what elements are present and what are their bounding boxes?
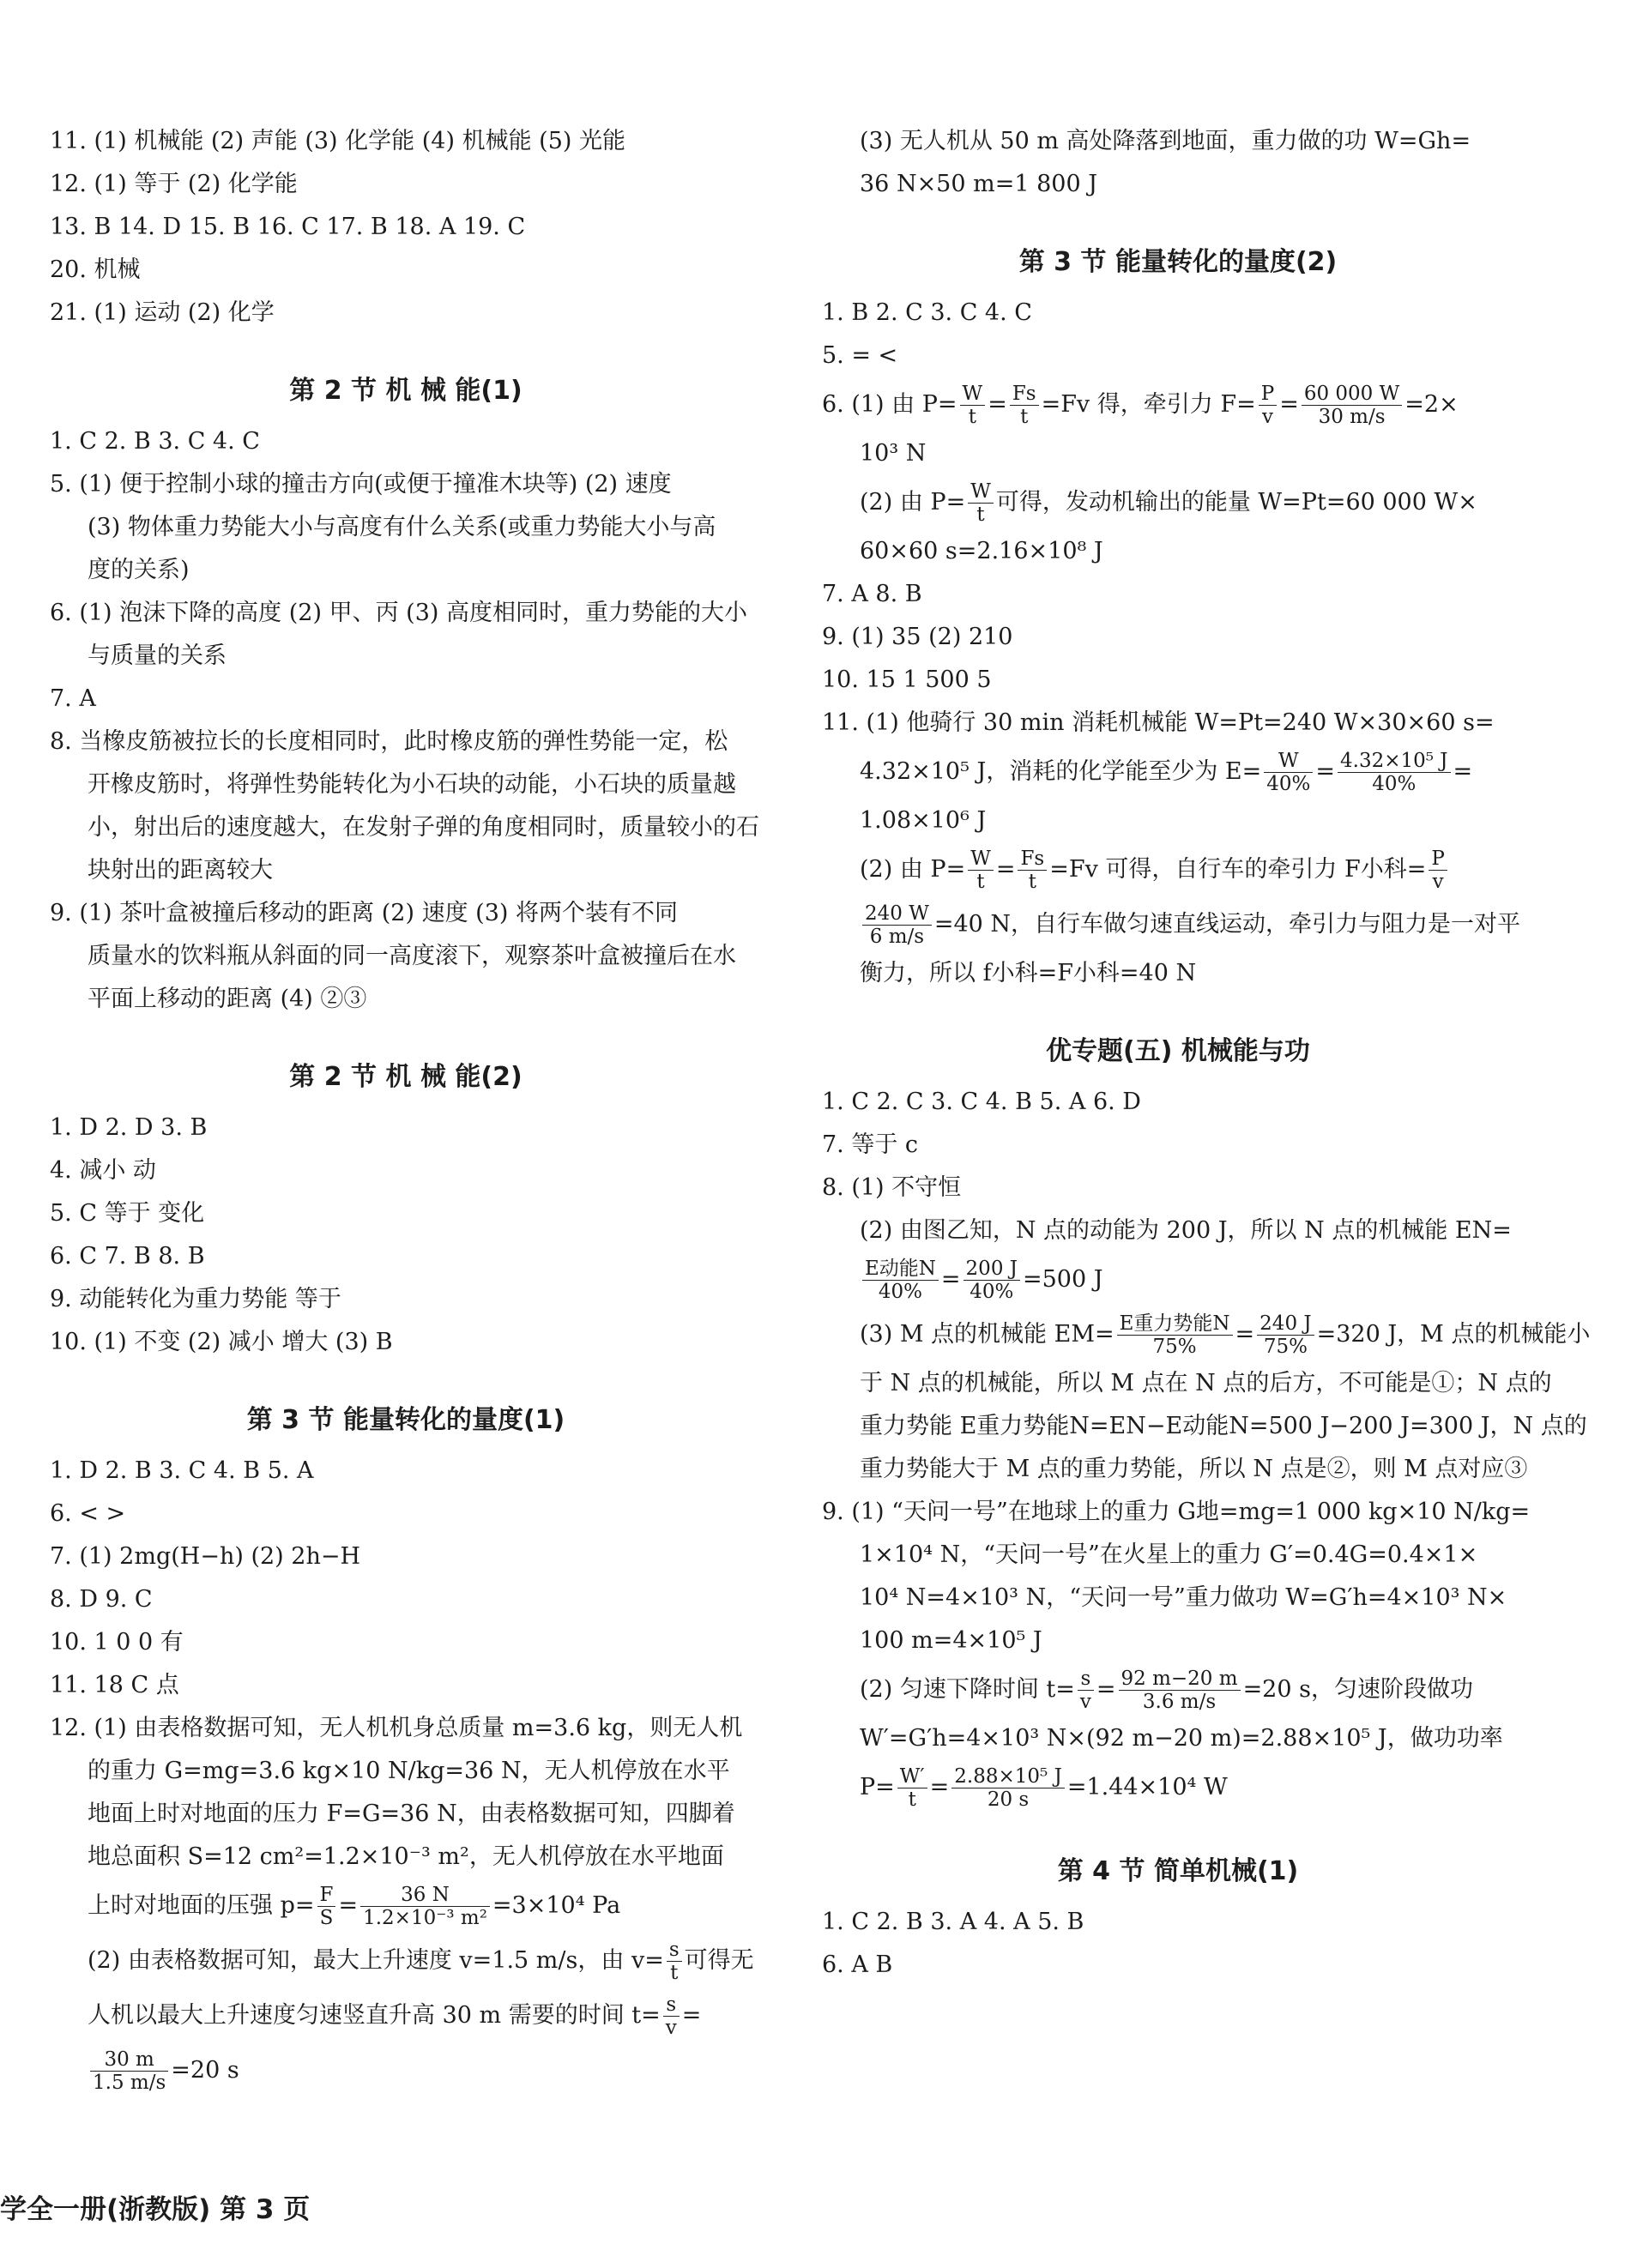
formula-line — [822, 1252, 1534, 1307]
fraction — [317, 1884, 336, 1929]
section-heading: 第 2 节 机 械 能(1) — [289, 376, 523, 406]
answer-line: 12. (1) 等于 (2) 化学能 — [50, 171, 298, 197]
answer-line: 20. 机械 — [50, 256, 141, 283]
numerator: s — [663, 1994, 680, 2017]
text: =320 J，M 点的机械能小 — [1316, 1321, 1591, 1348]
denominator: v — [1079, 1691, 1091, 1713]
text: = — [1315, 758, 1335, 785]
text: = — [1235, 1321, 1255, 1348]
fraction — [1018, 847, 1047, 893]
text: =Fv 得，牵引力 F= — [1041, 391, 1256, 418]
answer-line: 9. (1) “天问一号”在地球上的重力 G地=mg=1 000 kg×10 N/kg= — [822, 1499, 1531, 1525]
formula-line — [50, 1879, 762, 1933]
fraction — [1257, 1312, 1314, 1358]
formula-line — [822, 475, 1534, 530]
answer-line: 100 m=4×10⁵ J — [860, 1627, 1042, 1654]
answer-line: 11. 18 C 点 — [50, 1672, 179, 1698]
right-column — [822, 120, 1591, 1987]
answer-line: 10⁴ N=4×10³ N，“天问一号”重力做功 W=G′h=4×10³ N× — [860, 1584, 1507, 1611]
answer-line: 12. (1) 由表格数据可知，无人机机身总质量 m=3.6 kg，则无人机 — [50, 1715, 743, 1741]
answer-line: 块射出的距离较大 — [88, 857, 273, 884]
fraction — [968, 480, 994, 526]
denominator: 1.5 m/s — [93, 2072, 166, 2094]
numerator: W — [968, 480, 994, 504]
numerator: 2.88×10⁵ J — [951, 1765, 1065, 1788]
fraction — [1338, 750, 1451, 795]
answer-line: 6. C 7. B 8. B — [50, 1243, 205, 1270]
answer-line: 1. D 2. D 3. B — [50, 1114, 208, 1141]
formula-line — [822, 1662, 1534, 1717]
fraction — [1429, 847, 1447, 893]
denominator: t — [1028, 871, 1036, 893]
text: (2) 由表格数据可知，最大上升速度 v=1.5 m/s，由 v= — [88, 1947, 664, 1974]
fraction — [862, 1258, 939, 1303]
numerator: s — [1078, 1668, 1094, 1691]
text: = — [988, 391, 1007, 418]
denominator: v — [1432, 871, 1444, 893]
answer-line: 小，射出后的速度越大，在发射子弹的角度相同时，质量较小的石 — [88, 814, 759, 841]
left-column — [50, 120, 762, 2098]
answer-line: 21. (1) 运动 (2) 化学 — [50, 299, 275, 326]
text: 6. (1) 由 P= — [822, 391, 957, 418]
text: = — [1279, 391, 1299, 418]
answer-line: 1×10⁴ N，“天问一号”在火星上的重力 G′=0.4G=0.4×1× — [860, 1541, 1478, 1568]
answer-line: 6. < > — [50, 1500, 126, 1527]
text: P= — [860, 1774, 895, 1801]
text: (2) 由 P= — [860, 489, 966, 516]
numerator: E重力势能N — [1117, 1312, 1233, 1336]
answer-line: 5. = < — [822, 342, 898, 369]
text: (2) 匀速下降时间 t= — [860, 1676, 1075, 1703]
fraction — [1302, 383, 1402, 428]
answer-line: 质量水的饮料瓶从斜面的同一高度滚下，观察茶叶盒被撞后在水 — [88, 943, 736, 969]
denominator: v — [1261, 406, 1273, 428]
answer-line: 7. A — [50, 685, 96, 712]
fraction — [667, 1939, 682, 1984]
text: 可得，发动机输出的能量 W=Pt=60 000 W× — [995, 489, 1477, 516]
answer-line: 1. B 2. C 3. C 4. C — [822, 299, 1032, 326]
numerator: s — [667, 1939, 682, 1962]
formula-line — [50, 2043, 762, 2098]
denominator: 40% — [970, 1281, 1014, 1303]
answer-line: 地面上时对地面的压力 F=G=36 N，由表格数据可知，四脚着 — [88, 1801, 735, 1827]
answer-line: 1. C 2. B 3. C 4. C — [50, 428, 260, 455]
text: 人机以最大上升速度匀速竖直升高 30 m 需要的时间 t= — [88, 2002, 661, 2029]
answer-line: 10. 1 0 0 有 — [50, 1629, 184, 1656]
answer-line: 5. (1) 便于控制小球的撞击方向(或便于撞准木块等) (2) 速度 — [50, 471, 672, 498]
section-heading: 优专题(五) 机械能与功 — [1046, 1036, 1310, 1066]
answer-line: 11. (1) 他骑行 30 min 消耗机械能 W=Pt=240 W×30×60 s= — [822, 709, 1495, 736]
fraction — [951, 1765, 1065, 1811]
fraction — [1264, 750, 1313, 795]
denominator: 40% — [1266, 773, 1311, 795]
text: =500 J — [1022, 1266, 1103, 1293]
fraction — [897, 1765, 927, 1811]
text: =Fv 可得，自行车的牵引力 F小科= — [1049, 856, 1427, 883]
section-heading: 第 4 节 简单机械(1) — [1057, 1856, 1299, 1886]
numerator: 4.32×10⁵ J — [1338, 750, 1451, 773]
answer-line: 1. C 2. C 3. C 4. B 5. A 6. D — [822, 1089, 1141, 1115]
numerator: 200 J — [963, 1258, 1020, 1281]
fraction — [663, 1994, 680, 2039]
fraction — [360, 1884, 490, 1929]
answer-line: (3) 物体重力势能大小与高度有什么关系(或重力势能大小与高 — [88, 514, 716, 540]
answer-line: 10. (1) 不变 (2) 减小 增大 (3) B — [50, 1329, 393, 1355]
numerator: E动能N — [862, 1258, 939, 1281]
answer-line: 8. D 9. C — [50, 1586, 153, 1613]
answer-line: 10. 15 1 500 5 — [822, 667, 992, 693]
text: =1.44×10⁴ W — [1066, 1774, 1228, 1801]
section-heading: 第 3 节 能量转化的量度(2) — [1018, 247, 1338, 277]
text: =40 N，自行车做匀速直线运动，牵引力与阻力是一对平 — [933, 911, 1521, 938]
text: = — [940, 1266, 961, 1293]
numerator: 240 W — [862, 902, 932, 926]
answer-line: 5. C 等于 变化 — [50, 1200, 205, 1227]
answer-line: 1. C 2. B 3. A 4. A 5. B — [822, 1909, 1084, 1935]
denominator: v — [665, 2017, 677, 2039]
numerator: 30 m — [90, 2048, 168, 2072]
answer-line: 于 N 点的机械能，所以 M 点在 N 点的后方，不可能是①；N 点的 — [860, 1370, 1552, 1396]
text: =20 s，匀速阶段做功 — [1242, 1676, 1473, 1703]
answer-line: 平面上移动的距离 (4) ②③ — [88, 986, 367, 1012]
answer-line: 9. 动能转化为重力势能 等于 — [50, 1286, 341, 1312]
answer-line: 7. (1) 2mg(H−h) (2) 2h−H — [50, 1543, 361, 1570]
answer-line: 13. B 14. D 15. B 16. C 17. B 18. A 19. C — [50, 214, 526, 240]
answer-line: 与质量的关系 — [88, 642, 227, 669]
numerator: P — [1259, 383, 1277, 406]
text: = — [338, 1892, 359, 1919]
numerator: P — [1429, 847, 1447, 871]
answer-line: 重力势能大于 M 点的重力势能，所以 N 点是②，则 M 点对应③ — [860, 1456, 1528, 1482]
denominator: 30 m/s — [1318, 406, 1386, 428]
text: (2) 由 P= — [860, 856, 966, 883]
answer-line: 9. (1) 35 (2) 210 — [822, 624, 1013, 650]
numerator: 60 000 W — [1302, 383, 1402, 406]
text: = — [929, 1774, 950, 1801]
page-footer: 学全一册(浙教版) 第 3 页 — [0, 2194, 311, 2225]
answer-line: 11. (1) 机械能 (2) 声能 (3) 化学能 (4) 机械能 (5) 光能 — [50, 128, 625, 154]
denominator: t — [1020, 406, 1029, 428]
numerator: Fs — [1018, 847, 1047, 871]
denominator: t — [976, 504, 985, 526]
text: 4.32×10⁵ J，消耗的化学能至少为 E= — [860, 758, 1262, 785]
denominator: 75% — [1152, 1336, 1197, 1358]
answer-line: 7. 等于 c — [822, 1131, 919, 1158]
fraction — [1117, 1312, 1233, 1358]
answer-line: 8. 当橡皮筋被拉长的长度相同时，此时橡皮筋的弹性势能一定，松 — [50, 728, 728, 755]
text: (3) M 点的机械能 EM= — [860, 1321, 1114, 1348]
denominator: 40% — [878, 1281, 923, 1303]
text: =2× — [1404, 391, 1459, 418]
answer-line: 4. 减小 动 — [50, 1157, 156, 1184]
answer-line: (2) 由图乙知，N 点的动能为 200 J，所以 N 点的机械能 EN= — [860, 1217, 1512, 1244]
answer-line: 的重力 G=mg=3.6 kg×10 N/kg=36 N，无人机停放在水平 — [88, 1758, 730, 1784]
answer-line: 10³ N — [860, 440, 927, 467]
answer-line: 6. A B — [822, 1951, 893, 1978]
text: 可得无 — [684, 1947, 754, 1974]
text: = — [995, 856, 1016, 883]
fraction — [1259, 383, 1277, 428]
denominator: t — [968, 406, 976, 428]
denominator: 75% — [1263, 1336, 1308, 1358]
denominator: 6 m/s — [869, 926, 925, 948]
fraction — [963, 1258, 1020, 1303]
answer-line: 度的关系) — [88, 557, 190, 583]
answer-line: 1.08×10⁶ J — [860, 807, 987, 834]
numerator: Fs — [1010, 383, 1039, 406]
fraction — [90, 2048, 168, 2094]
fraction — [968, 847, 994, 893]
answer-line: 重力势能 E重力势能N=EN−E动能N=500 J−200 J=300 J，N 点的 — [860, 1413, 1587, 1439]
formula-line — [822, 842, 1534, 897]
formula-line — [822, 1307, 1591, 1362]
formula-line — [822, 745, 1534, 799]
formula-line — [822, 377, 1534, 432]
answer-line: 7. A 8. B — [822, 581, 922, 607]
numerator: W — [968, 847, 994, 871]
fraction — [1119, 1668, 1241, 1713]
numerator: 240 J — [1257, 1312, 1314, 1336]
numerator: W′ — [897, 1765, 927, 1788]
text: = — [681, 2002, 702, 2029]
formula-line — [50, 1933, 762, 1988]
numerator: 36 N — [360, 1884, 490, 1907]
answer-line: 1. D 2. B 3. C 4. B 5. A — [50, 1457, 314, 1484]
fraction — [1078, 1668, 1094, 1713]
denominator: t — [670, 1962, 679, 1984]
formula-line — [822, 1760, 1534, 1815]
answer-line: W′=G′h=4×10³ N×(92 m−20 m)=2.88×10⁵ J，做功功率 — [860, 1725, 1503, 1752]
answer-line: 开橡皮筋时，将弹性势能转化为小石块的动能，小石块的质量越 — [88, 771, 736, 798]
answer-line: 8. (1) 不守恒 — [822, 1174, 962, 1201]
formula-line — [50, 1988, 762, 2043]
numerator: W — [1264, 750, 1313, 773]
text: = — [1453, 758, 1473, 785]
fraction — [862, 902, 932, 948]
fraction — [1010, 383, 1039, 428]
section-heading: 第 2 节 机 械 能(2) — [289, 1062, 523, 1092]
denominator: 20 s — [987, 1788, 1030, 1811]
denominator: 3.6 m/s — [1142, 1691, 1217, 1713]
section-heading: 第 3 节 能量转化的量度(1) — [246, 1405, 565, 1435]
text: 上时对地面的压强 p= — [88, 1892, 315, 1919]
denominator: t — [908, 1788, 916, 1811]
denominator: S — [319, 1907, 334, 1929]
text: =3×10⁴ Pa — [492, 1892, 621, 1919]
answer-line: 60×60 s=2.16×10⁸ J — [860, 538, 1103, 564]
text: = — [1096, 1676, 1116, 1703]
answer-line: 36 N×50 m=1 800 J — [860, 171, 1098, 197]
fraction — [960, 383, 986, 428]
numerator: W — [960, 383, 986, 406]
answer-line: 衡力，所以 f小科=F小科=40 N — [860, 960, 1197, 986]
answer-line: 6. (1) 泡沫下降的高度 (2) 甲、丙 (3) 高度相同时，重力势能的大小 — [50, 600, 747, 626]
denominator: 40% — [1372, 773, 1417, 795]
answer-line: 9. (1) 茶叶盒被撞后移动的距离 (2) 速度 (3) 将两个装有不同 — [50, 900, 678, 926]
formula-line — [822, 897, 1534, 952]
answer-line: 地总面积 S=12 cm²=1.2×10⁻³ m²，无人机停放在水平地面 — [88, 1843, 724, 1870]
denominator: 1.2×10⁻³ m² — [363, 1907, 487, 1929]
text: =20 s — [171, 2057, 239, 2084]
numerator: F — [317, 1884, 336, 1907]
answer-line: (3) 无人机从 50 m 高处降落到地面，重力做的功 W=Gh= — [860, 128, 1471, 154]
denominator: t — [976, 871, 985, 893]
numerator: 92 m−20 m — [1119, 1668, 1241, 1691]
